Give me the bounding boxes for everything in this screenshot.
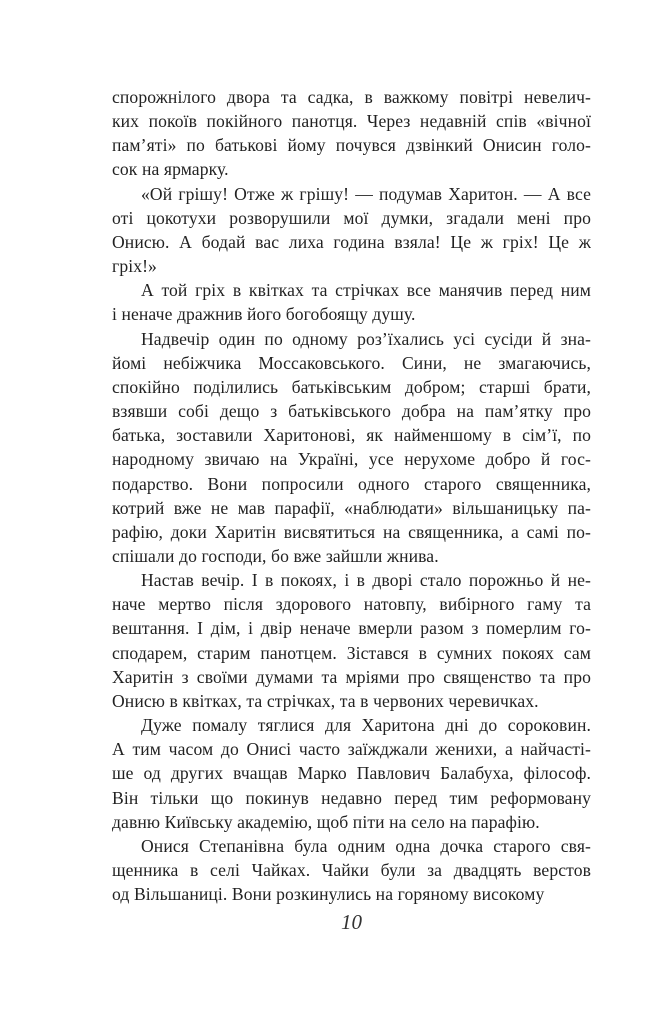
- text-line: Надвечір один по одному роз’їхались усі сусіди й зна-: [141, 328, 591, 349]
- text-line: народному звичаю на Україні, усе нерухоме добро й гос-: [112, 449, 591, 470]
- text-line: спокійно поділились батьківським добром; старші брати,: [112, 376, 591, 397]
- paragraph: [112, 85, 591, 182]
- text-line: А той гріх в квітках та стрічках все манячив перед ним: [141, 280, 591, 301]
- text-line: пам’яті» по батькові йому почувся дзвінкий Онисин голо-: [112, 135, 591, 156]
- text-line: батька, зоставили Харитонові, як найменшому в сім’ї, по: [112, 425, 591, 446]
- text-line: ше од других вчащав Марко Павлович Балабуха, філософ.: [112, 763, 591, 784]
- text-line: котрий вже не мав парафії, «наблюдати» вільшаницьку па-: [112, 497, 591, 518]
- text-line: спішали до господи, бо вже зайшли жнива.: [112, 545, 439, 566]
- text-line: спорожнілого двора та садка, в важкому повітрі невелич-: [112, 87, 591, 107]
- paragraph: [112, 278, 591, 326]
- text-line: Харитін з своїми думами та мріями про священство та про: [112, 666, 591, 687]
- text-line: «Ой грішу! Отже ж грішу! — подумав Харитон. — А все: [141, 183, 591, 204]
- text-line: Він тільки що покинув недавно перед тим реформовану: [112, 787, 591, 808]
- text-line: рафію, доки Харитін висвятиться на священника, а самі по-: [112, 521, 591, 542]
- paragraph: [112, 568, 591, 713]
- text-line: ких покоїв покійного панотця. Через недавній спів «вічної: [112, 111, 591, 132]
- text-line: А тим часом до Онисі часто заїжджали женихи, а найчасті-: [112, 739, 591, 760]
- paragraph: [112, 327, 591, 569]
- text-line: йомі небіжчика Моссаковського. Сини, не змагаючись,: [112, 352, 591, 373]
- text-line: наче мертво після здорового натовпу, вибірного гаму та: [112, 594, 591, 615]
- text-line: взявши собі дещо з батьківського добра на пам’ятку про: [112, 401, 591, 422]
- text-line: вештання. І дім, і двір неначе вмерли разом з померлим го-: [112, 618, 591, 639]
- text-line: Онисю в квітках, та стрічках, та в червоних черевичках.: [112, 690, 539, 711]
- text-line: подарство. Вони попросили одного старого священника,: [112, 473, 591, 494]
- text-line: Настав вечір. І в покоях, і в дворі стало порожньо й не-: [141, 570, 591, 591]
- text-line: оті цокотухи розворушили мої думки, згадали мені про: [112, 207, 591, 228]
- page-number: 10: [341, 910, 362, 934]
- text-line: щенника в селі Чайках. Чайки були за двадцять верстов: [112, 860, 591, 880]
- text-line: сок на ярмарку.: [112, 159, 229, 180]
- text-line: сподарем, старим панотцем. Зістався в сумних покоях сам: [112, 642, 591, 663]
- text-line: Онися Степанівна була одним одна дочка старого свя-: [141, 835, 591, 856]
- text-line: давню Київську академію, щоб піти на село на парафію.: [112, 811, 540, 832]
- text-block: [112, 85, 591, 906]
- text-line: і неначе дражнив його богобоящу душу.: [112, 304, 416, 325]
- paragraph: [112, 713, 591, 834]
- text-line: од Вільшаниці. Вони розкинулись на горяному високому: [112, 884, 545, 905]
- text-line: Онисю. А бодай вас лиха година взяла! Це ж гріх! Це ж: [112, 231, 591, 252]
- text-line: Дуже помалу тяглися для Харитона дні до сороковин.: [141, 715, 591, 736]
- paragraph: [112, 834, 591, 906]
- paragraph: [112, 182, 591, 279]
- text-line: гріх!»: [112, 256, 157, 277]
